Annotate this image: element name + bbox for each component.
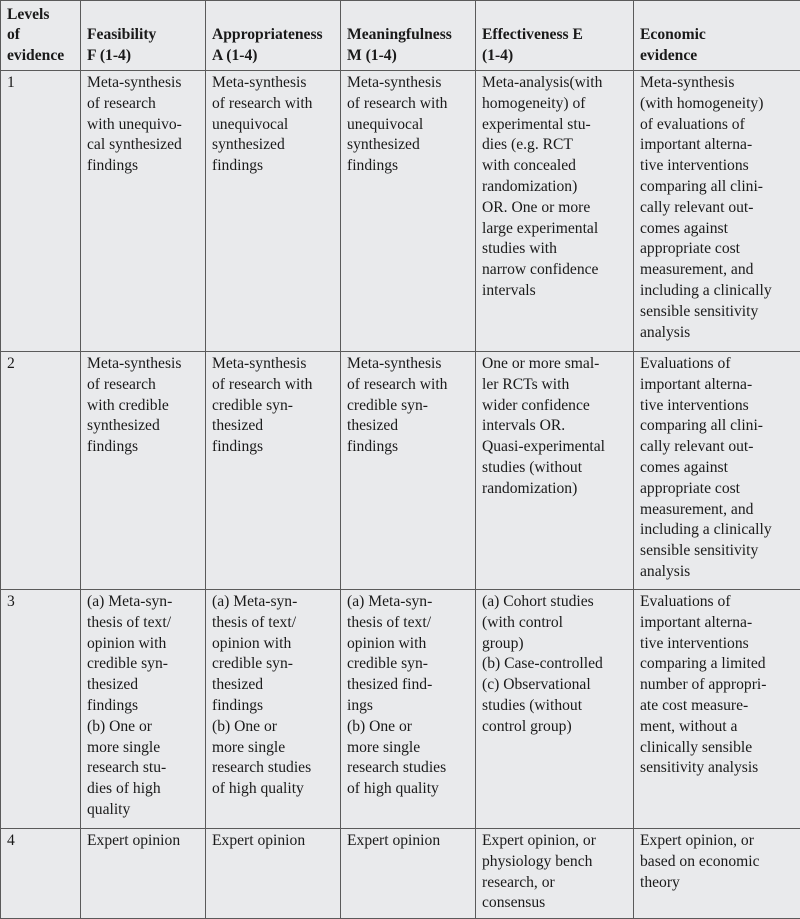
level-cell: 1 — [1, 71, 81, 352]
effectiveness-cell: (a) Cohort studies (with control group) (b) Case-controlled (c) Observational studies (without control group) — [476, 590, 634, 829]
meaningfulness-cell: Meta-synthesis of research with credible syn- thesized findings — [341, 352, 476, 590]
meaningfulness-cell: Expert opinion — [341, 829, 476, 919]
header-row — [1, 1, 800, 71]
appropriateness-cell: Expert opinion — [206, 829, 341, 919]
economic-cell: Evaluations of important alterna- tive interventions comparing a limited number of appropri- ate cost measure- ment, without a clinically sensible sensitivity analysis — [634, 590, 800, 829]
effectiveness-cell: Expert opinion, or physiology bench research, or consensus — [476, 829, 634, 919]
appropriateness-cell: Meta-synthesis of research with unequivocal synthesized findings — [206, 71, 341, 352]
meaningfulness-cell: (a) Meta-syn- thesis of text/ opinion with credible syn- thesized find- ings (b) One or more single research studies of high quality — [341, 590, 476, 829]
table-header — [1, 1, 800, 71]
table-body — [1, 71, 800, 919]
effectiveness-cell: Meta-analysis(with homogeneity) of experimental stu- dies (e.g. RCT with concealed randomization) OR. One or more large experimental studies with narrow confidence intervals — [476, 71, 634, 352]
level-cell: 3 — [1, 590, 81, 829]
effectiveness-cell: One or more smal- ler RCTs with wider confidence intervals OR. Quasi-experimental studies (without randomization) — [476, 352, 634, 590]
header-feasibility: Feasibility F (1-4) — [81, 1, 206, 71]
meaningfulness-cell: Meta-synthesis of research with unequivocal synthesized findings — [341, 71, 476, 352]
appropriateness-cell: (a) Meta-syn- thesis of text/ opinion with credible syn- thesized findings (b) One or more single research studies of high quality — [206, 590, 341, 829]
table-row — [1, 590, 800, 829]
feasibility-cell: Meta-synthesis of research with unequivo- cal synthesized findings — [81, 71, 206, 352]
header-levels-of-evidence: Levels of evidence — [1, 1, 81, 71]
table-row — [1, 829, 800, 919]
header-economic-evidence: Economic evidence — [634, 1, 800, 71]
level-cell: 2 — [1, 352, 81, 590]
economic-cell: Evaluations of important alterna- tive interventions comparing all clini- cally relevant out- comes against appropriate cost measurement, and including a clinically sensible sensitivity analysis — [634, 352, 800, 590]
header-appropriateness: Appropriateness A (1-4) — [206, 1, 341, 71]
feasibility-cell: Expert opinion — [81, 829, 206, 919]
appropriateness-cell: Meta-synthesis of research with credible syn- thesized findings — [206, 352, 341, 590]
economic-cell: Expert opinion, or based on economic theory — [634, 829, 800, 919]
table-row — [1, 352, 800, 590]
level-cell: 4 — [1, 829, 81, 919]
header-meaningfulness: Meaningfulness M (1-4) — [341, 1, 476, 71]
header-effectiveness: Effectiveness E (1-4) — [476, 1, 634, 71]
table-row — [1, 71, 800, 352]
feasibility-cell: (a) Meta-syn- thesis of text/ opinion with credible syn- thesized findings (b) One or more single research stu- dies of high quality — [81, 590, 206, 829]
feasibility-cell: Meta-synthesis of research with credible synthesized findings — [81, 352, 206, 590]
economic-cell: Meta-synthesis (with homogeneity) of evaluations of important alterna- tive interventions comparing all clini- cally relevant out- comes against appropriate cost measurement, and including a clinically sensible sensitivity analysis — [634, 71, 800, 352]
